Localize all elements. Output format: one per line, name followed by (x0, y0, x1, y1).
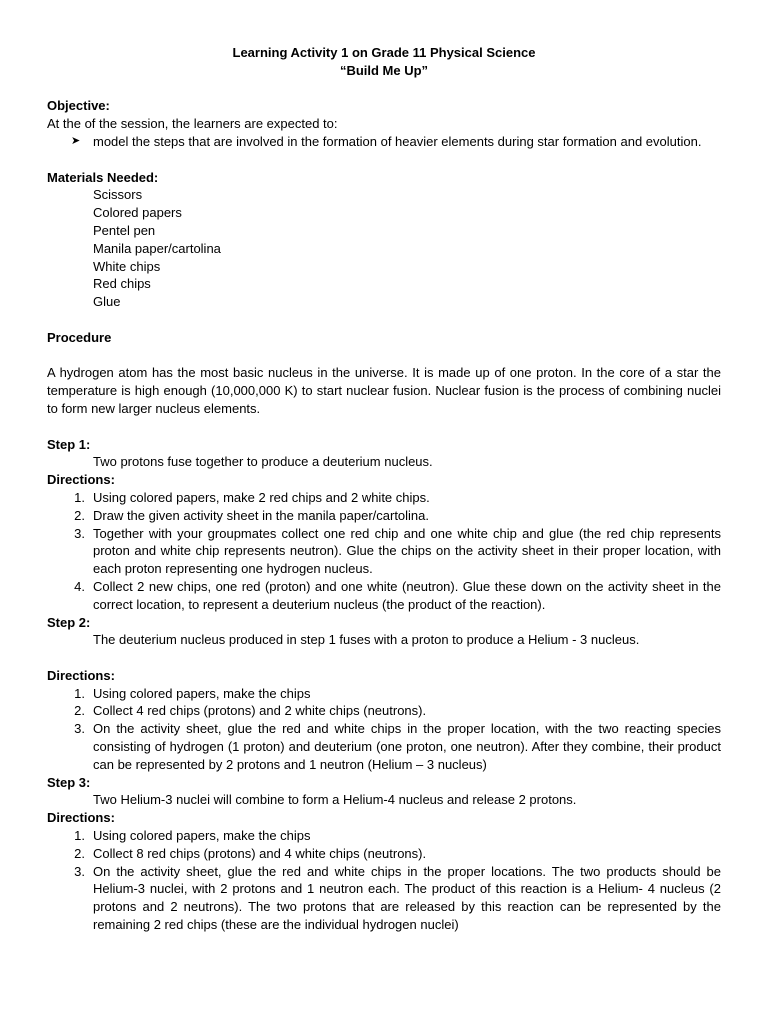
direction-item: 1. Using colored papers, make 2 red chips and 2 white chips. (74, 489, 430, 505)
document-title: Learning Activity 1 on Grade 11 Physical Science (232, 45, 536, 60)
procedure-heading: Procedure (47, 329, 112, 345)
direction-item: 1. Using colored papers, make the chips (74, 828, 311, 844)
step-2-text: The deuterium nucleus produced in step 1 fuses with a proton to produce a Helium - 3 nucleus. (93, 632, 640, 648)
step-1-text: Two protons fuse together to produce a deuterium nucleus. (93, 454, 433, 470)
material-item: Red chips (93, 276, 151, 292)
direction-item: 3. Together with your groupmates collect one red chip and one white chip and glue (the red chip represents proton and white chip represents neutron). Glue the chips on the activity sheet in their proper location, with each proton representing one hydrogen nucleus. (74, 525, 721, 577)
direction-item: 4. Collect 2 new chips, one red (proton) and one white (neutron). Glue these down on the activity sheet in the correct location, to represent a deuterium nucleus (the product of the reaction). (74, 578, 721, 612)
materials-heading: Materials Needed: (47, 169, 159, 185)
direction-item: 2. Collect 4 red chips (protons) and 2 white chips (neutrons). (74, 703, 427, 719)
step-3-text: Two Helium-3 nuclei will combine to form a Helium-4 nucleus and release 2 protons. (93, 792, 577, 808)
objective-bullet (71, 133, 721, 151)
step-2-heading: Step 2: (47, 614, 91, 630)
material-item: Colored papers (93, 205, 182, 221)
objective-intro: At the of the session, the learners are expected to: (47, 116, 338, 132)
direction-item: 2. Collect 8 red chips (protons) and 4 white chips (neutrons). (74, 845, 427, 861)
material-item: Scissors (93, 187, 143, 203)
step-3-directions (47, 827, 721, 934)
direction-item: 2. Draw the given activity sheet in the manila paper/cartolina. (74, 507, 430, 523)
material-item: Pentel pen (93, 222, 156, 238)
direction-item: 1. Using colored papers, make the chips (74, 685, 311, 701)
direction-item: 3. On the activity sheet, glue the red and white chips in the proper location, with the two reacting species consisting of hydrogen (1 proton) and deuterium (one proton, one neutron). After they combine, their product can be represented by 2 protons and 1 neutron (Helium – 3 nucleus) (74, 721, 721, 772)
arrow-bullet-icon: ➤ (71, 134, 81, 147)
material-item: White chips (93, 258, 161, 274)
step-1-heading: Step 1: (47, 436, 91, 452)
step-3-heading: Step 3: (47, 774, 91, 790)
step-1-directions (47, 489, 721, 614)
procedure-intro: A hydrogen atom has the most basic nucleus in the universe. It is made up of one proton. In the core of a star the temperature is high enough (10,000,000 K) to start nuclear fusion. Nuclear fusion is the process of combining nuclei to form new larger nucleus elements. (47, 365, 721, 416)
material-item: Manila paper/cartolina (93, 240, 221, 256)
document-page (47, 44, 721, 934)
material-item: Glue (93, 294, 121, 310)
step-2-directions (47, 685, 721, 774)
materials-list (93, 186, 721, 311)
step-1-directions-heading: Directions: (47, 472, 115, 488)
step-3-directions-heading: Directions: (47, 810, 115, 826)
document-subtitle: “Build Me Up” (339, 62, 429, 78)
objective-bullet-text: model the steps that are involved in the formation of heavier elements during star formation and evolution. (93, 133, 702, 149)
objective-heading: Objective: (47, 98, 110, 114)
direction-item: 3. On the activity sheet, glue the red and white chips in the proper locations. The two products should be Helium-3 nuclei, with 2 protons and 1 neutron each. The product of this reaction is a Helium- 4 nucleus (2 protons and 2 neutrons). The two protons that are released by this reaction can be represented by the remaining 2 red chips (these are the individual hydrogen nuclei) (74, 863, 721, 933)
step-2-directions-heading: Directions: (47, 667, 115, 683)
